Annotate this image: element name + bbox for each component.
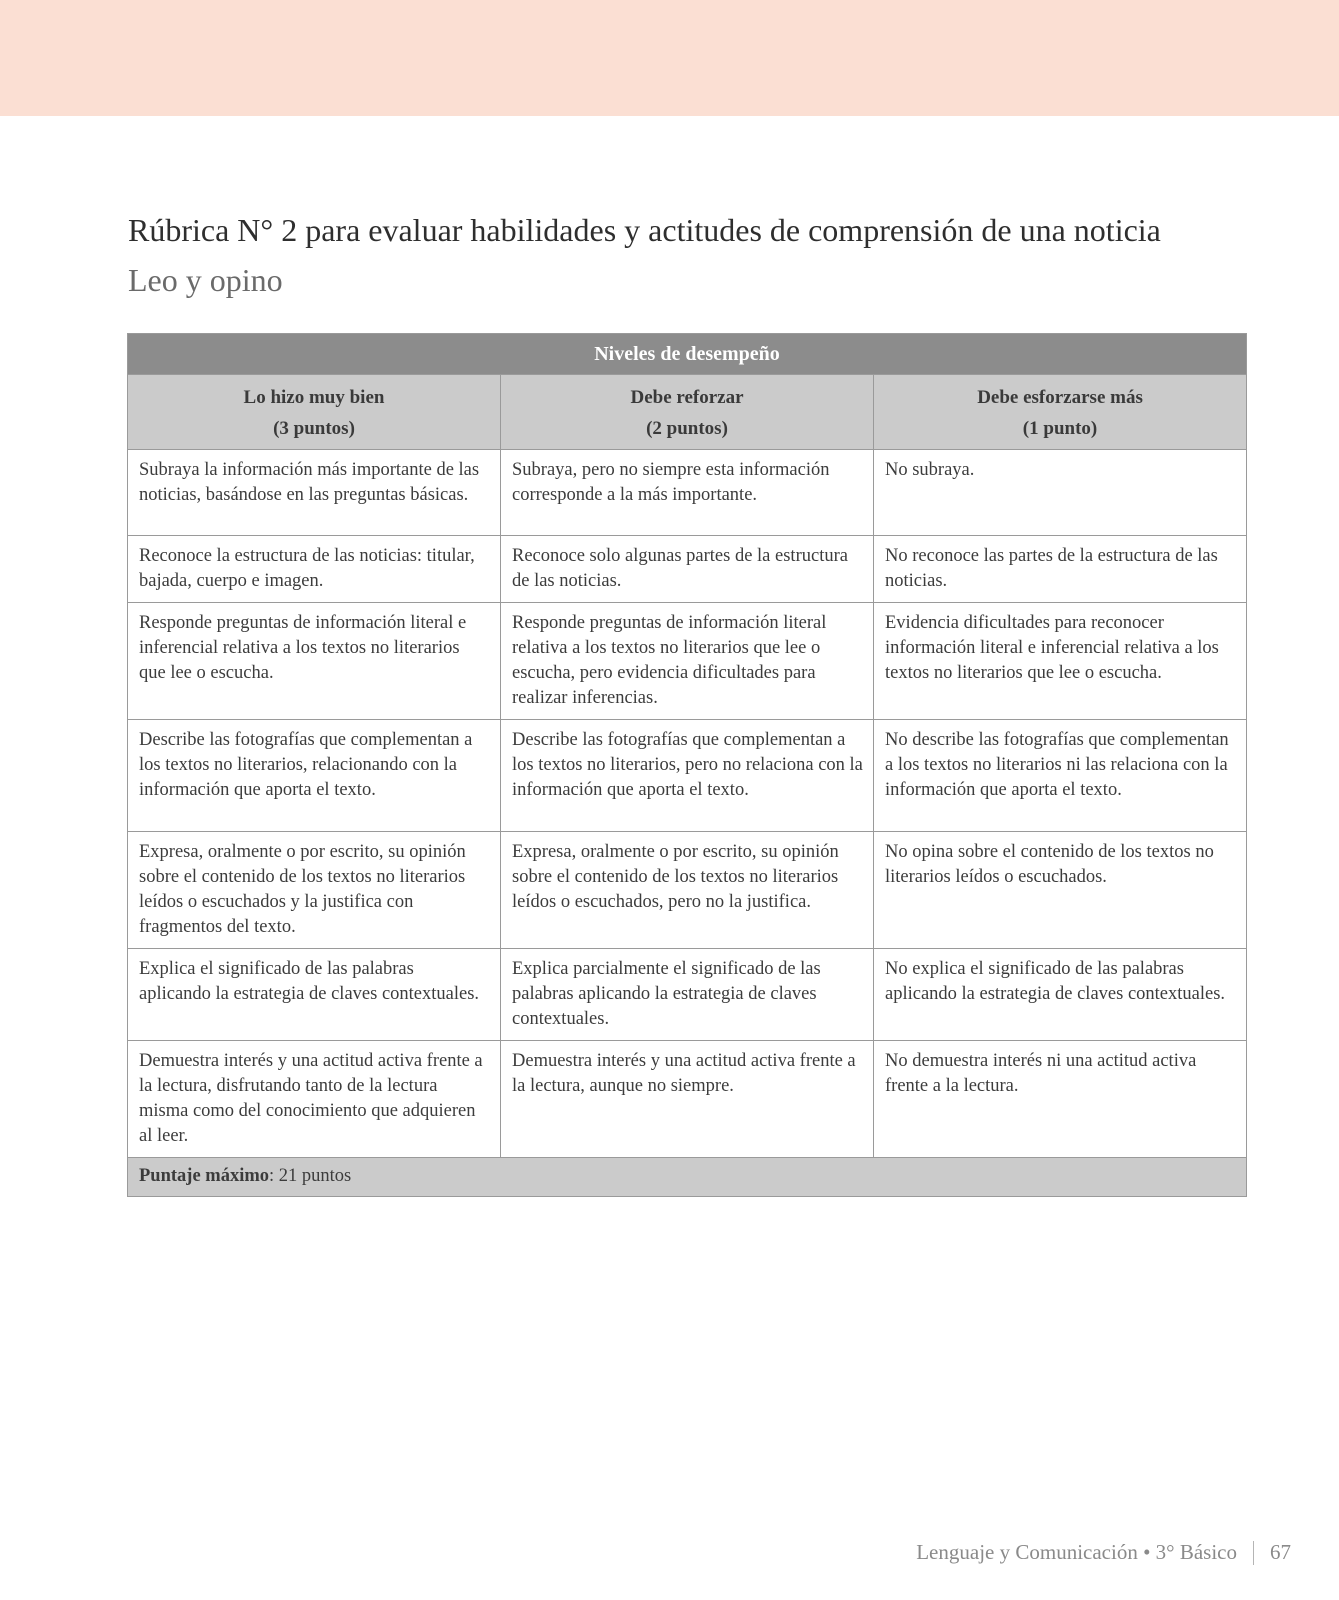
table-cell: Describe las fotografías que complementan a los textos no literarios, relacionando con la información que aporta el texto. xyxy=(128,720,501,832)
table-cell: Expresa, oralmente o por escrito, su opinión sobre el contenido de los textos no literarios leídos o escuchados, pero no la justifica. xyxy=(501,832,874,949)
table-cell: Subraya la información más importante de las noticias, basándose en las preguntas básicas. xyxy=(128,450,501,536)
table-cell: No reconoce las partes de la estructura de las noticias. xyxy=(874,536,1247,603)
table-row xyxy=(128,1041,1247,1158)
table-row xyxy=(128,603,1247,720)
total-score-row xyxy=(128,1158,1247,1197)
table-cell: No explica el significado de las palabras aplicando la estrategia de claves contextuales. xyxy=(874,949,1247,1041)
rubric-table xyxy=(127,333,1247,1197)
table-cell: Demuestra interés y una actitud activa frente a la lectura, aunque no siempre. xyxy=(501,1041,874,1158)
table-cell: Evidencia dificultades para reconocer información literal e inferencial relativa a los textos no literarios que lee o escucha. xyxy=(874,603,1247,720)
table-cell: No demuestra interés ni una actitud activa frente a la lectura. xyxy=(874,1041,1247,1158)
table-row xyxy=(128,720,1247,832)
column-header-points: (2 puntos) xyxy=(646,418,728,439)
column-header-label: Debe esforzarse más xyxy=(977,387,1143,408)
table-cell: Reconoce solo algunas partes de la estructura de las noticias. xyxy=(501,536,874,603)
table-cell: Responde preguntas de información literal e inferencial relativa a los textos no literarios que lee o escucha. xyxy=(128,603,501,720)
table-cell: Describe las fotografías que complementan a los textos no literarios, pero no relaciona con la información que aporta el texto. xyxy=(501,720,874,832)
column-header-label: Lo hizo muy bien xyxy=(243,387,385,408)
page-title: Rúbrica N° 2 para evaluar habilidades y actitudes de comprensión de una noticia xyxy=(128,212,1161,248)
table-cell: No opina sobre el contenido de los textos no literarios leídos o escuchados. xyxy=(874,832,1247,949)
column-header-3-points xyxy=(128,375,501,450)
page-number: 67 xyxy=(1270,1540,1291,1564)
page-footer xyxy=(916,1540,1291,1565)
table-row xyxy=(128,832,1247,949)
table-cell: Demuestra interés y una actitud activa frente a la lectura, disfrutando tanto de la lectura misma como del conocimiento que adquieren al leer. xyxy=(128,1041,501,1158)
total-score-value: : 21 puntos xyxy=(269,1166,352,1186)
column-header-2-points xyxy=(501,375,874,450)
table-row xyxy=(128,450,1247,536)
column-header-points: (3 puntos) xyxy=(273,418,355,439)
table-cell: Subraya, pero no siempre esta información corresponde a la más importante. xyxy=(501,450,874,536)
table-cell: Explica parcialmente el significado de las palabras aplicando la estrategia de claves contextuales. xyxy=(501,949,874,1041)
column-header-label: Debe reforzar xyxy=(630,387,744,408)
table-cell: No subraya. xyxy=(874,450,1247,536)
table-cell: Reconoce la estructura de las noticias: titular, bajada, cuerpo e imagen. xyxy=(128,536,501,603)
levels-header: Niveles de desempeño xyxy=(128,334,1247,375)
table-row xyxy=(128,949,1247,1041)
column-header-row xyxy=(128,375,1247,450)
total-score-label: Puntaje máximo xyxy=(139,1166,269,1186)
table-cell: Explica el significado de las palabras aplicando la estrategia de claves contextuales. xyxy=(128,949,501,1041)
top-color-band xyxy=(0,0,1339,116)
total-score xyxy=(128,1158,1247,1197)
table-cell: No describe las fotografías que complementan a los textos no literarios ni las relaciona con la información que aporta el texto. xyxy=(874,720,1247,832)
table-cell: Expresa, oralmente o por escrito, su opinión sobre el contenido de los textos no literarios leídos o escuchados y la justifica con fragmentos del texto. xyxy=(128,832,501,949)
table-row xyxy=(128,536,1247,603)
column-header-points: (1 punto) xyxy=(1022,418,1098,439)
levels-header-row xyxy=(128,334,1247,375)
table-cell: Responde preguntas de información literal relativa a los textos no literarios que lee o escucha, pero evidencia dificultades para realizar inferencias. xyxy=(501,603,874,720)
column-header-1-point xyxy=(874,375,1247,450)
footer-divider xyxy=(1253,1541,1254,1565)
book-title: Lenguaje y Comunicación • 3° Básico xyxy=(916,1540,1237,1564)
page-subtitle: Leo y opino xyxy=(128,262,283,298)
